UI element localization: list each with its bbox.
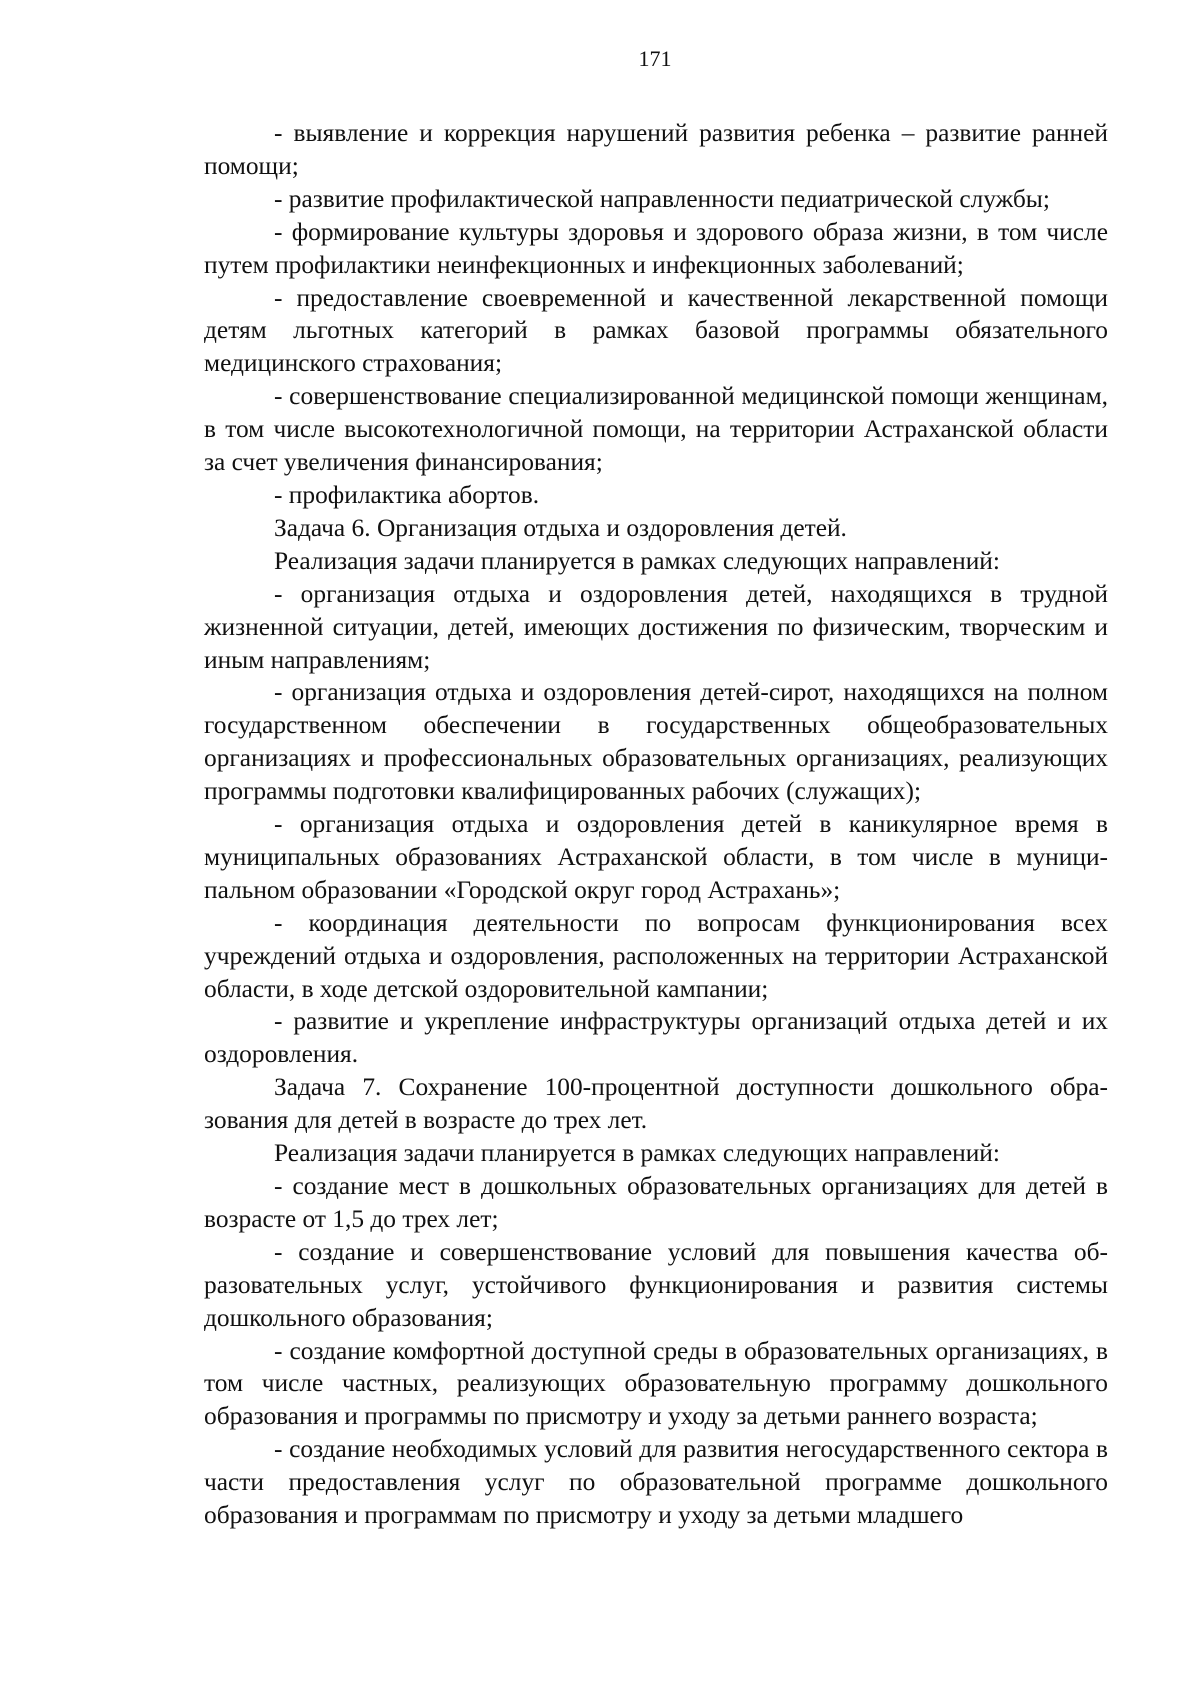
document-body [204, 117, 1108, 1532]
paragraph: - создание мест в дошкольных образовательных организациях для детей в возрасте от 1,5 до трех лет; [204, 1172, 1108, 1233]
paragraph: - создание комфортной доступной среды в образовательных организациях, в том числе частных, реализующих образовательную программу дошкольного образования и программы по присмотру и уходу за детьми раннего возраста; [204, 1336, 1108, 1431]
page-number: 171 [638, 46, 672, 71]
paragraph: - организация отдыха и оздоровления детей-сирот, находящихся на полном государственном обеспечении в государственных общеобразовательных организациях и профессиональных образовательных организациях, реализующих программы подготовки квалифицированных рабочих (служащих); [204, 678, 1108, 806]
paragraph: - развитие и укрепление инфраструктуры организаций отдыха детей и их оздоровления. [204, 1007, 1108, 1069]
task-heading: Задача 6. Организация отдыха и оздоровления детей. [274, 513, 847, 542]
paragraph: - организация отдыха и оздоровления детей, находящихся в трудной жизненной ситуации, детей, имеющих достижения по физическим, творческим и иным направлениям; [204, 579, 1108, 674]
paragraph: - развитие профилактической направленности педиатрической службы; [274, 184, 1050, 213]
paragraph: - профилактика абортов. [274, 480, 540, 509]
paragraph: - координация деятельности по вопросам функционирования всех учреждений отдыха и оздоровления, расположенных на территории Астраханской области, в ходе детской оздоровительной кампании; [204, 908, 1108, 1003]
paragraph: - выявление и коррекция нарушений развития ребенка – развитие ранней помощи; [204, 119, 1108, 180]
paragraph: - организация отдыха и оздоровления детей в каникулярное время в муниципальных образованиях Астраханской области, в том числе в муниципальном образовании «Городской округ город Астрахань»; [204, 810, 1108, 904]
paragraph: - предоставление своевременной и качественной лекарственной помощи детям льготных категорий в рамках базовой программы обязательного медицинского страхования; [204, 283, 1108, 378]
paragraph: - создание и совершенствование условий для повышения качества образовательных услуг, устойчивого функционирования и развития системы дошкольного образования; [204, 1237, 1108, 1332]
task-heading: Задача 7. Сохранение 100-процентной доступности дошкольного образования для детей в возрасте до трех лет. [204, 1073, 1108, 1135]
paragraph: Реализация задачи планируется в рамках следующих направлений: [274, 1139, 1000, 1168]
paragraph: - формирование культуры здоровья и здорового образа жизни, в том числе путем профилактики неинфекционных и инфекционных заболеваний; [204, 217, 1108, 279]
paragraph: - создание необходимых условий для развития негосударственного сектора в части предоставления услуг по образовательной программе дошкольного образования и программам по присмотру и уходу за детьми младшего [204, 1435, 1108, 1530]
paragraph: Реализация задачи планируется в рамках следующих направлений: [274, 546, 1000, 575]
paragraph: - совершенствование специализированной медицинской помощи женщинам, в том числе высокотехнологичной помощи, на территории Астраханской области за счет увеличения финансирования; [204, 382, 1108, 477]
